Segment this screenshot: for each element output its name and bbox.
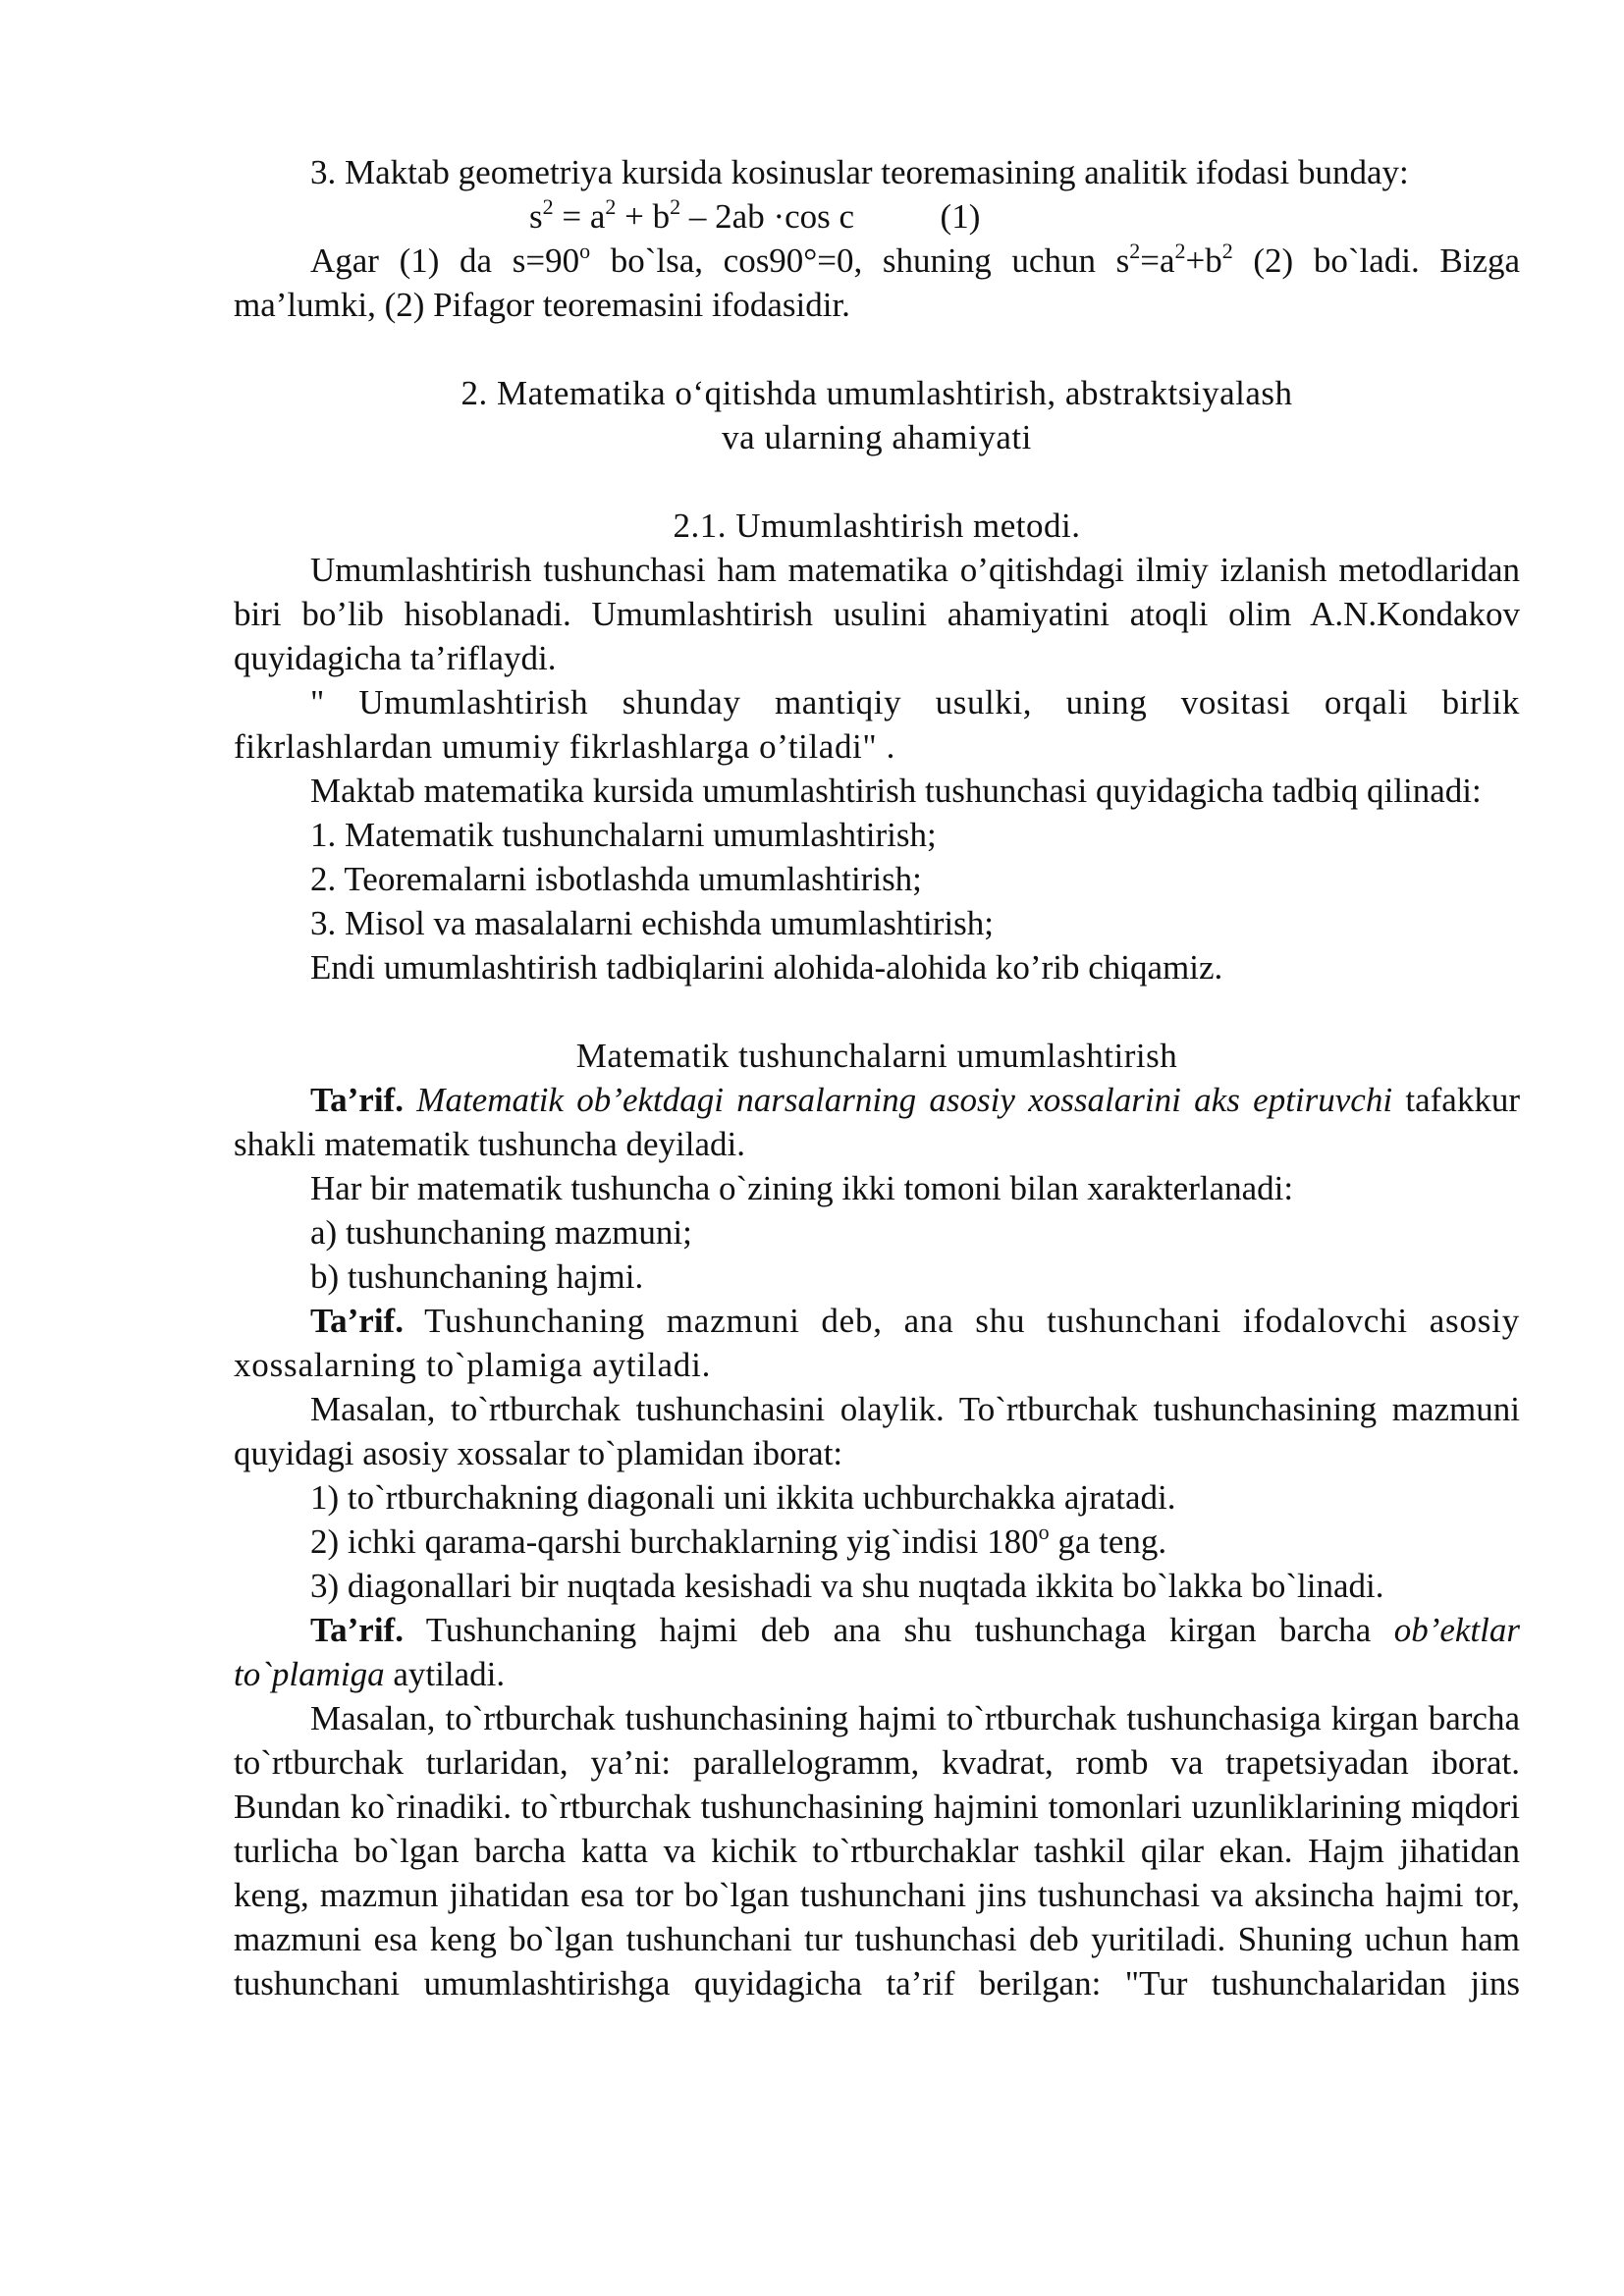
generalization-paragraph: Umumlashtirish tushunchasi ham matematika o’qitishdagi ilmiy izlanish metodlaridan biri bo’lib hisoblanadi. Umumlashtirish usulini ahamiyatini atoqli olim A.N.Kondakov quyidagicha ta’riflaydi. xyxy=(234,551,1520,677)
section-title-line-2: va ularning ahamiyati xyxy=(722,418,1032,456)
page-text xyxy=(234,150,1520,2005)
definition-volume: Ta’rif. Tushunchaning hajmi deb ana shu tushunchaga kirgan barcha ob’ektlar to`plamiga aytiladi. xyxy=(234,1611,1520,1693)
definition-label: Ta’rif. xyxy=(310,1611,404,1649)
list-item: 2. Teoremalarni isbotlashda umumlashtirish; xyxy=(310,860,922,898)
definition-label: Ta’rif. xyxy=(310,1081,404,1119)
kondakov-quote: " Umumlashtirish shunday mantiqiy usulki, uning vositasi orqali birlik fikrlashlardan umumiy fikrlashlarga o’tiladi" . xyxy=(234,683,1520,766)
list-item: b) tushunchaning hajmi. xyxy=(310,1257,644,1296)
intro-paragraph: 3. Maktab geometriya kursida kosinuslar teoremasining analitik ifodasi bunday: xyxy=(310,153,1409,191)
definition-content: Ta’rif. Tushunchaning mazmuni deb, ana shu tushunchani ifodalovchi asosiy xossalarning to`plamiga aytiladi. xyxy=(234,1302,1520,1384)
section-title-line-1: 2. Matematika o‘qitishda umumlashtirish, abstraktsiyalash xyxy=(460,374,1293,412)
list-item: 3) diagonallari bir nuqtada kesishadi va shu nuqtada ikkita bo`lakka bo`linadi. xyxy=(310,1567,1384,1605)
definition-label: Ta’rif. xyxy=(310,1302,404,1340)
formula-number: (1) xyxy=(940,197,981,236)
two-sides-paragraph: Har bir matematik tushuncha o`zining ikki tomoni bilan xarakterlanadi: xyxy=(310,1169,1294,1207)
list-item: 1) to`rtburchakning diagonali uni ikkita uchburchakka ajratadi. xyxy=(310,1478,1176,1517)
cosine-formula: $s^2 = a^2 + b^2 - 2ab \cdot\cos$ c (1) xyxy=(529,194,981,236)
quadrilateral-paragraph: Masalan, to`rtburchak tushunchasini olaylik. To`rtburchak tushunchasining mazmuni quyidagi asosiy xossalar to`plamidan iborat: xyxy=(234,1390,1520,1472)
concepts-title: Matematik tushunchalarni umumlashtirish xyxy=(575,1037,1178,1075)
closing-sentence: Endi umumlashtirish tadbiqlarini alohida-alohida ko’rib chiqamiz. xyxy=(310,948,1223,987)
volume-paragraph: Masalan, to`rtburchak tushunchasining hajmi to`rtburchak tushunchasiga kirgan barcha to`rtburchak turlaridan, ya’ni: parallelogramm, kvadrat, romb va trapetsiyadan iborat. Bundan ko`rinadiki. to`rtburchak tushunchasining hajmini tomonlari uzunliklarining miqdori turlicha bo`lgan barcha katta va kichik to`rtburchaklar tashkil qilar ekan. Hajm jihatidan keng, mazmun jihatidan esa tor bo`lgan tushunchani jins tushunchasi va aksincha hajmi tor, mazmuni esa keng bo`lgan tushunchani tur tushunchasi deb yuritiladi. Shuning uchun ham tushunchani umumlashtirishga quyidagicha ta’rif berilgan: "Tur tushunchalaridan jins xyxy=(234,1699,1520,2002)
subsection-title: 2.1. Umumlashtirish metodi. xyxy=(673,507,1081,545)
list-item: 3. Misol va masalalarni echishda umumlashtirish; xyxy=(310,904,994,942)
list-item: 2) ichki qarama-qarshi burchaklarning yig`indisi 180$^o$ ga teng. xyxy=(310,1520,1167,1561)
pythagoras-paragraph: Agar (1) da $s=90^o$ bo`lsa, cos90°=0, shuning uchun $s^2=a^2+b^2$ (2) bo`ladi. Bizga ma’lumki, (2) Pifagor teoremasini ifodasidir. xyxy=(234,239,1521,324)
application-paragraph: Maktab matematika kursida umumlashtirish tushunchasi quyidagicha tadbiq qilinadi: xyxy=(310,772,1482,810)
list-item: a) tushunchaning mazmuni; xyxy=(310,1213,692,1252)
list-item: 1. Matematik tushunchalarni umumlashtirish; xyxy=(310,816,937,854)
definition-concept: Ta’rif. Matematik ob’ektdagi narsalarning asosiy xossalarini aks eptiruvchi tafakkur shakli matematik tushuncha deyiladi. xyxy=(234,1081,1520,1163)
